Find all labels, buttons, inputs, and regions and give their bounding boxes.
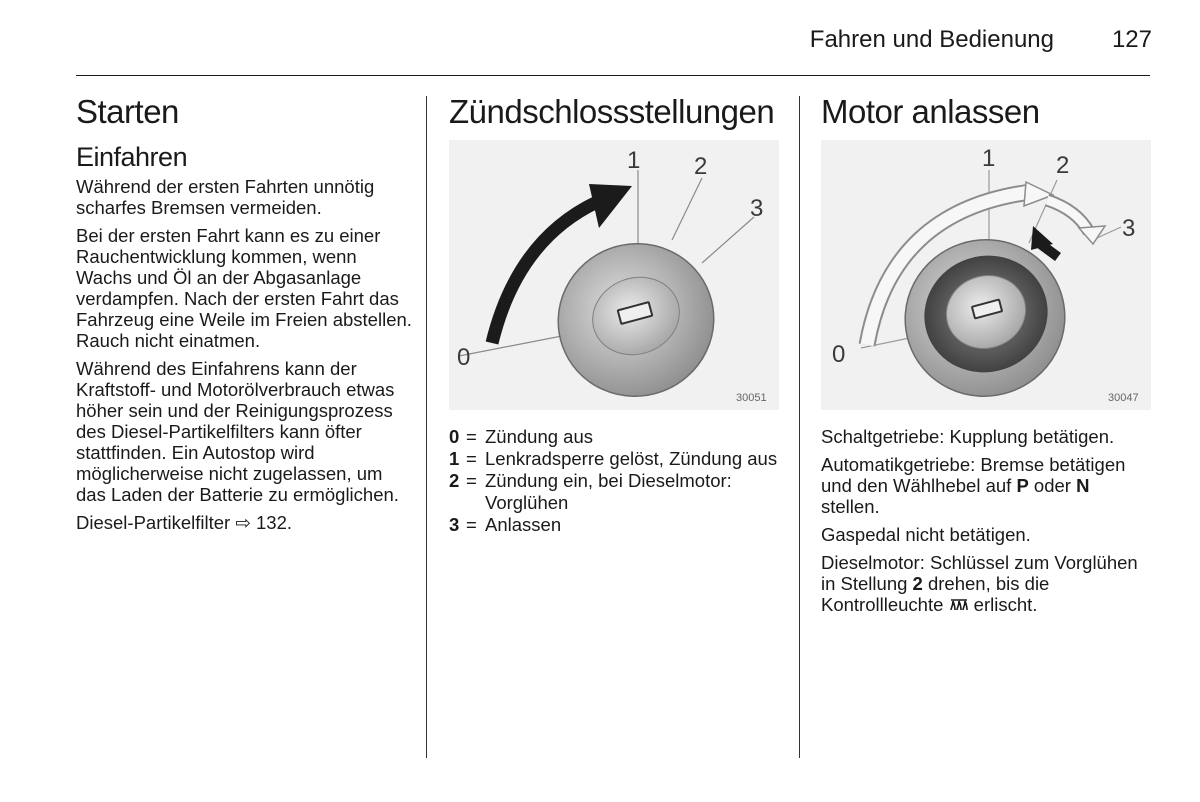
column-divider-left	[426, 96, 427, 758]
paragraph-accelerator: Gaspedal nicht betätigen.	[821, 524, 1031, 545]
label-position-3: 3	[1122, 215, 1136, 242]
ignition-legend	[449, 426, 779, 536]
legend-equals: =	[466, 470, 477, 491]
legend-text: Lenkradsperre gelöst, Zündung aus	[485, 448, 778, 469]
paragraph-1: Während der ersten Fahrten unnötig scharfes Bremsen vermeiden.	[76, 176, 375, 218]
running-header-section: Fahren und Bedienung	[809, 26, 1054, 53]
leader-line-2	[672, 178, 702, 240]
cross-reference[interactable]	[76, 512, 412, 533]
legend-key: 0	[449, 426, 460, 447]
column-motor-anlassen	[821, 92, 1151, 132]
legend-text: Zündung aus	[485, 426, 594, 447]
text: stellen.	[821, 496, 880, 517]
ignition-positions-figure	[449, 140, 779, 410]
paragraph-diesel	[821, 552, 1151, 615]
ignition-switch-diagram	[449, 140, 779, 410]
xref-text: Diesel-Partikelfilter	[76, 512, 231, 533]
legend-item-1	[449, 448, 779, 470]
legend-text: Zündung ein, bei Dieselmotor: Vorglühen	[485, 470, 732, 513]
paragraph-3: Während des Einfahrens kann der Kraftstoff- und Motorölverbrauch etwas höher sein und der Reinigungsprozess des Diesel-Partikelfilters kann öfter stattfinden. Ein Autostop wird möglicherweise nicht zugelassen, um das Laden der Batterie zu ermöglichen.	[76, 358, 399, 505]
label-position-2: 2	[694, 153, 708, 180]
position-2: 2	[912, 573, 923, 594]
figure-code: 30051	[736, 392, 767, 404]
legend-equals: =	[466, 514, 477, 535]
lock-cylinder	[537, 222, 736, 410]
page-number: 127	[1111, 26, 1152, 53]
xref-page: 132.	[256, 512, 293, 533]
engine-start-instructions	[821, 426, 1151, 622]
gear-p: P	[1016, 475, 1029, 496]
header-rule	[76, 75, 1150, 76]
label-position-1: 1	[627, 147, 641, 174]
paragraph-manual: Schaltgetriebe: Kupplung betätigen.	[821, 426, 1115, 447]
label-position-1: 1	[982, 145, 996, 172]
leader-line-3	[702, 217, 754, 263]
engine-start-figure	[821, 140, 1151, 410]
column-starten	[76, 92, 412, 540]
heading-zuendschlossstellungen: Zündschlossstellungen	[449, 93, 775, 130]
arrow-right-icon: ⇨	[235, 512, 251, 533]
legend-equals: =	[466, 448, 477, 469]
column-divider-right	[799, 96, 800, 758]
engine-start-diagram	[821, 140, 1151, 410]
turn-arrow-head	[589, 184, 632, 228]
text: drehen, bis die Kontrollleuchte	[821, 573, 1050, 615]
legend-item-0	[449, 426, 779, 448]
column-zuendschloss	[449, 92, 779, 132]
gear-n: N	[1076, 475, 1090, 496]
figure-code: 30047	[1108, 392, 1139, 404]
legend-item-2	[449, 470, 779, 514]
legend-key: 2	[449, 470, 460, 491]
text: Dieselmotor: Schlüssel zum Vorglühen in Stellung	[821, 552, 1138, 594]
legend-key: 3	[449, 514, 460, 535]
heading-starten: Starten	[76, 93, 179, 130]
legend-key: 1	[449, 448, 460, 469]
label-position-0: 0	[457, 344, 471, 371]
paragraph-2: Bei der ersten Fahrt kann es zu einer Rauchentwicklung kommen, wenn Wachs und Öl an der Abgasanlage verdampfen. Nach der ersten Fahrt das Fahrzeug eine Weile im Freien abstellen. Rauch nicht einatmen.	[76, 225, 412, 351]
leader-line-0	[459, 335, 567, 356]
glow-plug-icon	[949, 597, 969, 613]
label-position-3: 3	[750, 195, 764, 222]
paragraph-automatic	[821, 454, 1151, 517]
spring-path-head	[1079, 226, 1105, 244]
text: Automatikgetriebe: Bremse betätigen und den Wählhebel auf	[821, 454, 1126, 496]
legend-text: Anlassen	[485, 514, 562, 535]
legend-item-3	[449, 514, 779, 536]
text: erlischt.	[968, 594, 1038, 615]
heading-motor-anlassen: Motor anlassen	[821, 93, 1040, 130]
label-position-2: 2	[1056, 152, 1070, 179]
legend-equals: =	[466, 426, 477, 447]
label-position-0: 0	[832, 341, 846, 368]
heading-einfahren: Einfahren	[76, 142, 188, 172]
text: oder	[1028, 475, 1077, 496]
